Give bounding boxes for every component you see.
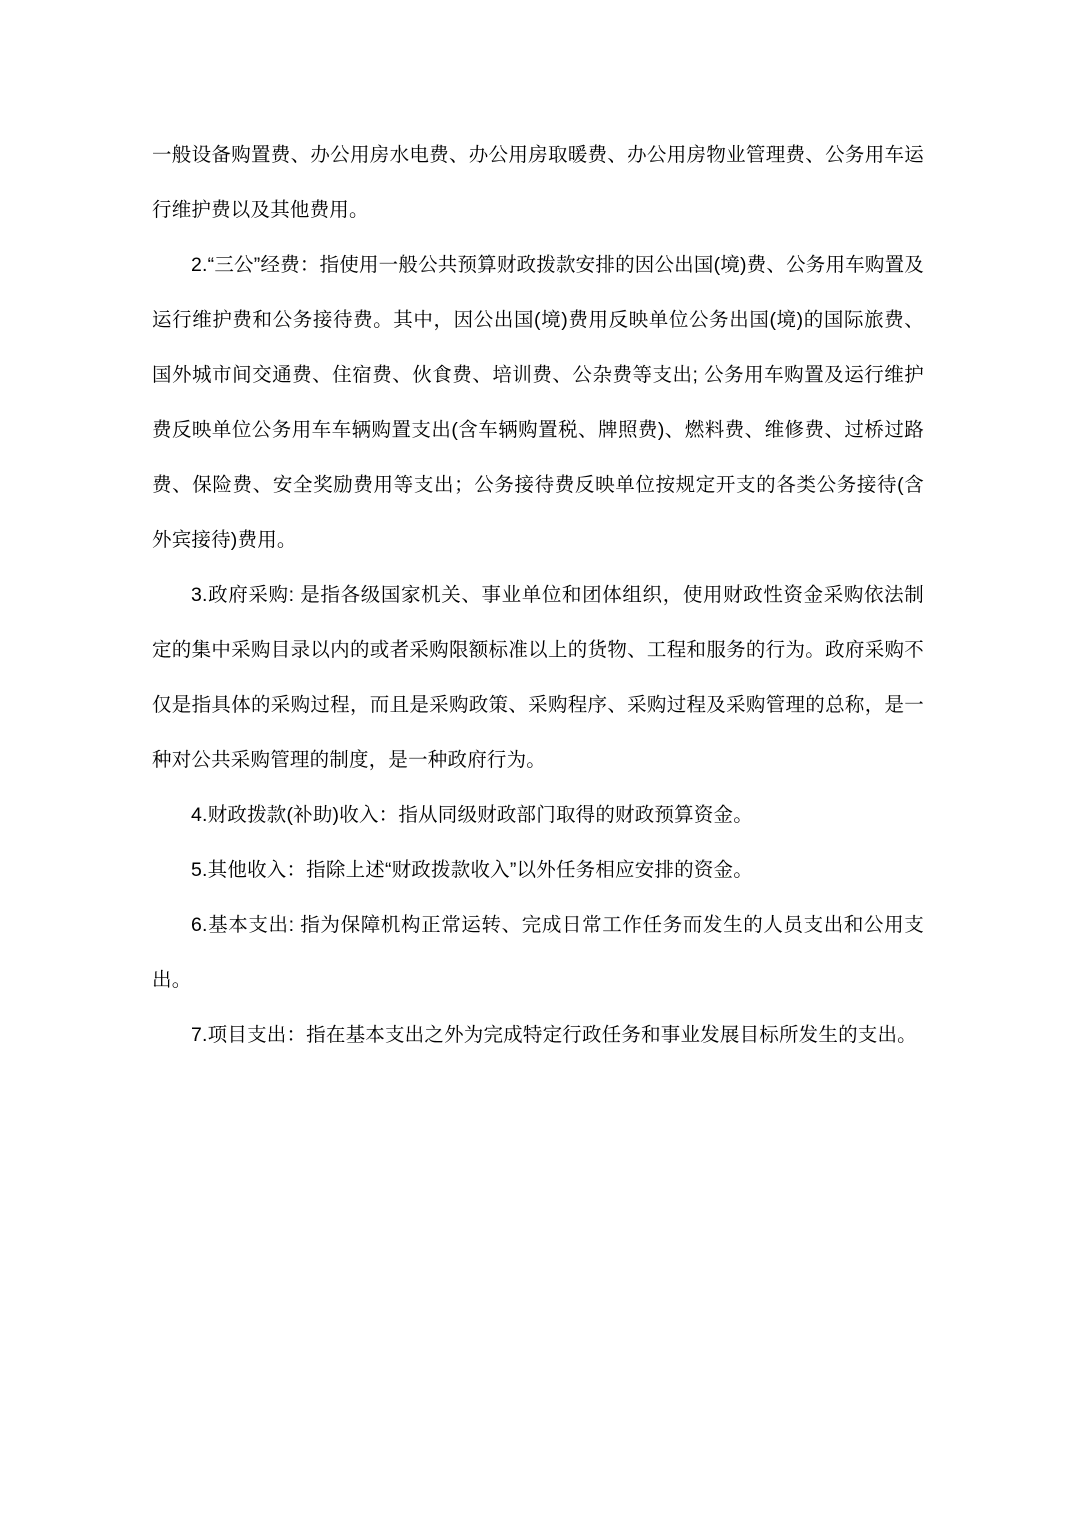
paragraph-item-5-other-income: 5.其他收入：指除上述“财政拨款收入”以外任务相应安排的资金。 bbox=[191, 859, 753, 881]
paragraph-item-4-appropriation: 4.财政拨款(补助)收入：指从同级财政部门取得的财政预算资金。 bbox=[191, 804, 753, 826]
document-body bbox=[152, 128, 924, 1063]
paragraph-item-7-project-expenditure: 7.项目支出：指在基本支出之外为完成特定行政任务和事业发展目标所发生的支出。 bbox=[191, 1024, 917, 1046]
paragraph-general-equipment: 一般设备购置费、办公用房水电费、办公用房取暖费、办公用房物业管理费、公务用车运行维护费以及其他费用。 bbox=[152, 144, 924, 221]
paragraph-item-2-sangong: 2.“三公”经费：指使用一般公共预算财政拨款安排的因公出国(境)费、公务用车购置及运行维护费和公务接待费。其中，因公出国(境)费用反映单位公务出国(境)的国际旅费、国外城市间交通费、住宿费、伙食费、培训费、公杂费等支出; 公务用车购置及运行维护费反映单位公务用车车辆购置支出(含车辆购置税、牌照费)、燃料费、维修费、过桥过路费、保险费、安全奖励费用等支出；公务接待费反映单位按规定开支的各类公务接待(含外宾接待)费用。 bbox=[152, 254, 924, 551]
paragraph-item-6-basic-expenditure: 6.基本支出: 指为保障机构正常运转、完成日常工作任务而发生的人员支出和公用支出。 bbox=[152, 914, 924, 991]
paragraph-item-3-procurement: 3.政府采购: 是指各级国家机关、事业单位和团体组织，使用财政性资金采购依法制定的集中采购目录以内的或者采购限额标准以上的货物、工程和服务的行为。政府采购不仅是指具体的采购过程，而且是采购政策、采购程序、采购过程及采购管理的总称，是一种对公共采购管理的制度，是一种政府行为。 bbox=[152, 584, 924, 771]
